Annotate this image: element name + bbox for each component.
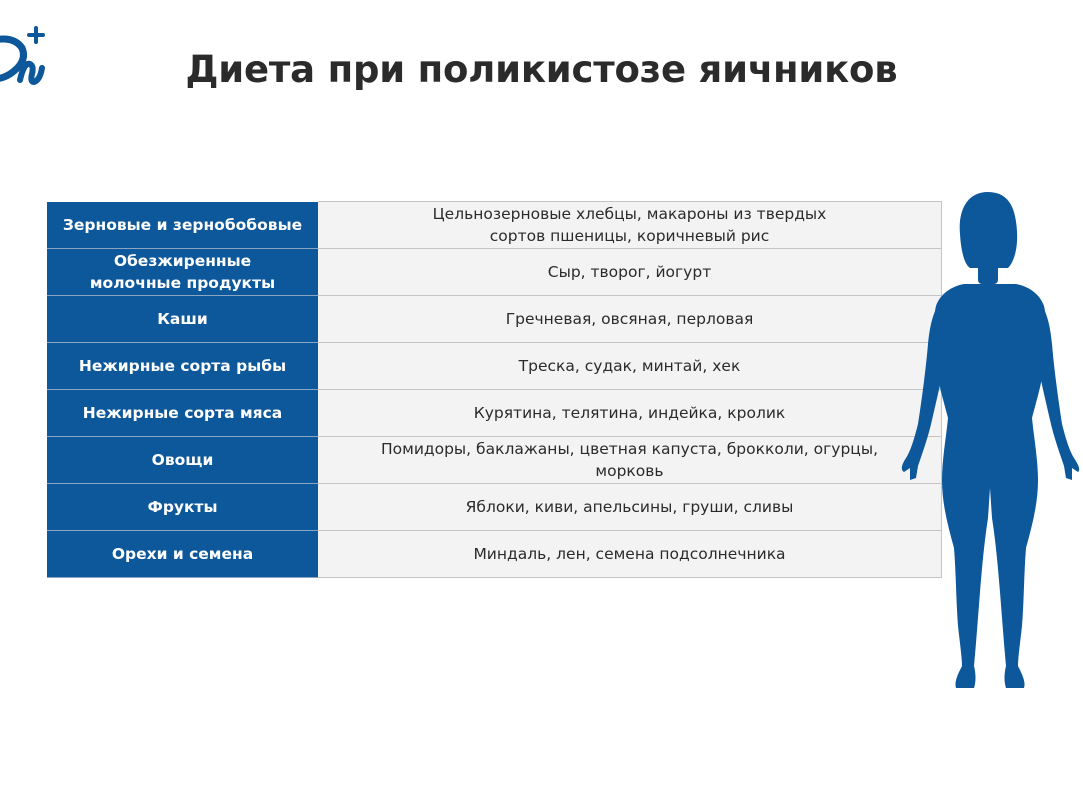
table-row	[47, 202, 942, 249]
diet-table	[47, 201, 942, 578]
category-cell: Нежирные сорта рыбы	[47, 343, 318, 390]
category-cell: Обезжиренные молочные продукты	[47, 249, 318, 296]
category-cell: Фрукты	[47, 484, 318, 531]
items-cell: Сыр, творог, йогурт	[318, 249, 942, 296]
category-cell: Зерновые и зернобобовые	[47, 202, 318, 249]
category-cell: Овощи	[47, 437, 318, 484]
items-cell: Цельнозерновые хлебцы, макароны из твердых сортов пшеницы, коричневый рис	[318, 202, 942, 249]
category-cell: Орехи и семена	[47, 531, 318, 578]
category-cell: Нежирные сорта мяса	[47, 390, 318, 437]
category-cell: Каши	[47, 296, 318, 343]
page-title: Диета при поликистозе яичников	[185, 48, 898, 91]
items-cell: Курятина, телятина, индейка, кролик	[318, 390, 942, 437]
items-cell: Помидоры, баклажаны, цветная капуста, брокколи, огурцы, морковь	[318, 437, 942, 484]
table-row	[47, 484, 942, 531]
woman-silhouette-icon	[900, 188, 1083, 698]
items-cell: Миндаль, лен, семена подсолнечника	[318, 531, 942, 578]
items-cell: Яблоки, киви, апельсины, груши, сливы	[318, 484, 942, 531]
items-cell: Треска, судак, минтай, хек	[318, 343, 942, 390]
table-row	[47, 390, 942, 437]
table-row	[47, 296, 942, 343]
table-row	[47, 249, 942, 296]
table-row	[47, 437, 942, 484]
table-row	[47, 343, 942, 390]
table-row	[47, 531, 942, 578]
items-cell: Гречневая, овсяная, перловая	[318, 296, 942, 343]
